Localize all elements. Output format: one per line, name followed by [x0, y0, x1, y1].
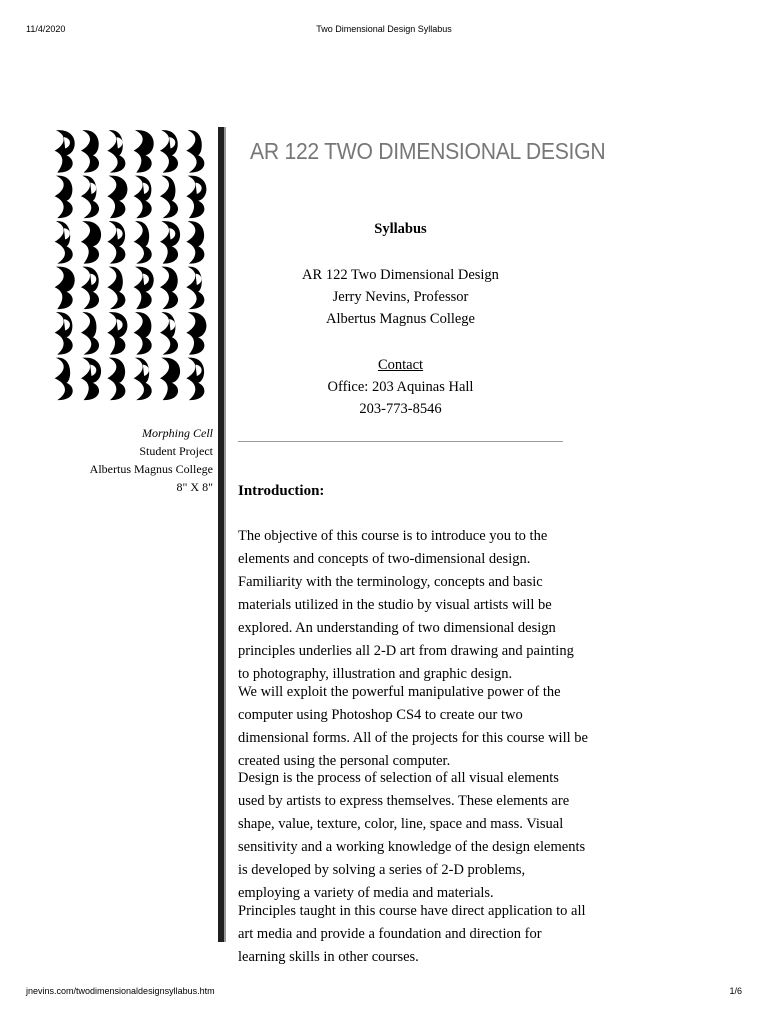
intro-paragraph: Principles taught in this course have direct application to all art media and provide a foundation and direction for learning skills in other courses.	[238, 903, 586, 965]
syllabus-label: Syllabus	[374, 221, 427, 237]
course-info	[238, 264, 563, 330]
professor-name: Jerry Nevins, Professor	[332, 289, 469, 305]
print-header	[0, 24, 768, 38]
page-url: jnevins.com/twodimensionaldesignsyllabus.htm	[26, 986, 215, 996]
intro-paragraph: The objective of this course is to introduce you to the elements and concepts of two-dimensional design. Familiarity with the terminology, concepts and basic materials utilized in the studio by visual artists will be explored. An understanding of two dimensional design principles underlies all 2-D art from drawing and painting to photography, illustration and graphic design.	[238, 528, 574, 682]
print-title: Two Dimensional Design Syllabus	[316, 24, 452, 34]
morphing-cell-artwork	[52, 128, 210, 401]
artwork-caption-line: 8" X 8"	[176, 480, 213, 494]
print-date: 11/4/2020	[26, 24, 66, 34]
artwork-title: Morphing Cell	[142, 426, 213, 440]
intro-paragraph: We will exploit the powerful manipulative power of the computer using Photoshop CS4 to create our two dimensional forms. All of the projects for this course will be created using the personal computer.	[238, 684, 588, 769]
introduction-heading: Introduction:	[238, 483, 325, 499]
print-footer	[0, 986, 768, 1000]
artwork-caption-line: Student Project	[139, 444, 213, 458]
office-location: Office: 203 Aquinas Hall	[327, 379, 474, 395]
college-name: Albertus Magnus College	[325, 311, 475, 327]
page-title: AR 122 TWO DIMENSIONAL DESIGN	[250, 138, 606, 164]
page-number: 1/6	[729, 986, 742, 996]
phone-number: 203-773-8546	[359, 401, 442, 417]
horizontal-rule	[238, 441, 563, 442]
artwork-caption	[60, 424, 213, 496]
contact-link[interactable]: Contact	[377, 357, 424, 373]
course-name: AR 122 Two Dimensional Design	[302, 267, 499, 283]
contact-info	[238, 354, 563, 420]
artwork-caption-line: Albertus Magnus College	[89, 462, 213, 476]
vertical-divider-shadow	[224, 127, 226, 942]
intro-paragraph: Design is the process of selection of all visual elements used by artists to express themselves. These elements are shape, value, texture, color, line, space and mass. Visual sensitivity and a working knowledge of the design elements is developed by solving a series of 2-D problems, employing a variety of media and materials.	[238, 770, 586, 901]
